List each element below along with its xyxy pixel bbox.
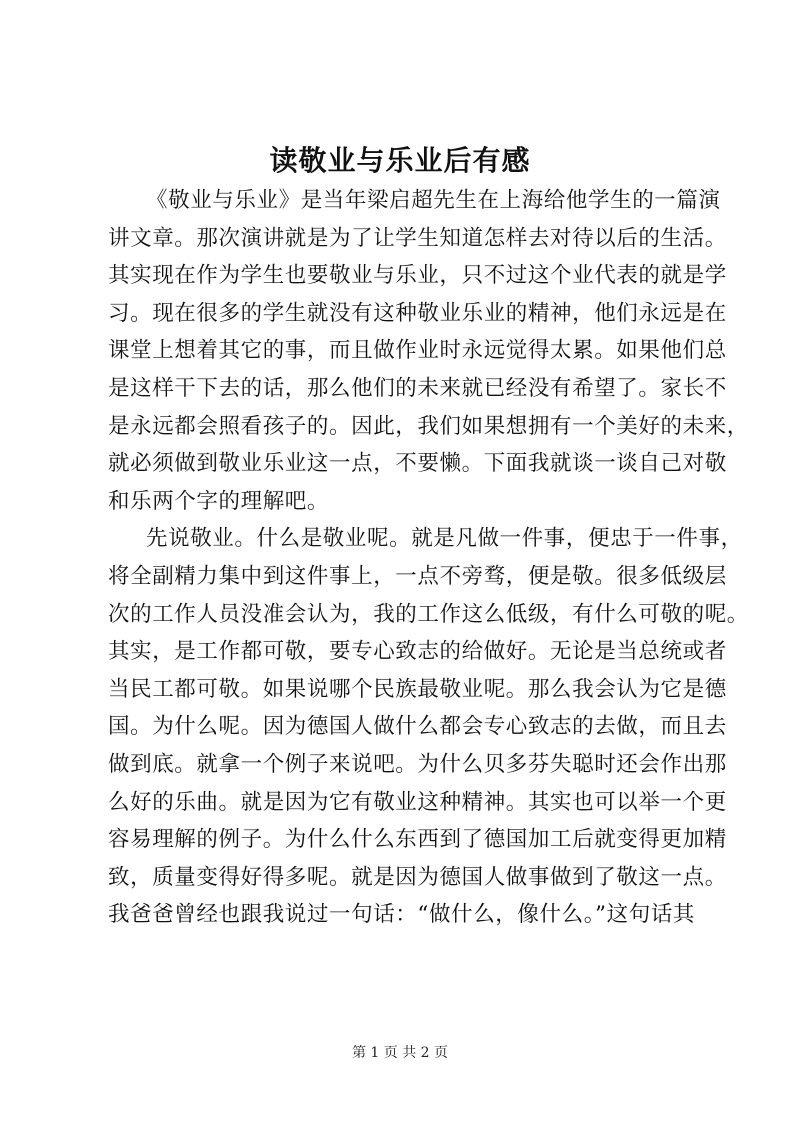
paragraph-1-line: 习。现在很多的学生就没有这种敬业乐业的精神，他们永远是在 [108, 300, 727, 326]
page-footer: 第 1 页 共 2 页 [351, 1045, 449, 1061]
paragraph-2-line: 将全副精力集中到这件事上，一点不旁骛，便是敬。很多低级层 [108, 563, 727, 589]
paragraph-1-line: 《敬业与乐业》是当年梁启超先生在上海给他学生的一篇演 [146, 188, 721, 213]
paragraph-2-line: 致，质量变得好得多呢。就是因为德国人做事做到了敬这一点。 [108, 864, 727, 890]
paragraph-2-line: 我爸爸曾经也跟我说过一句话：“做什么，像什么。”这句话其 [108, 902, 696, 928]
document-title: 读敬业与乐业后有感 [269, 144, 531, 177]
paragraph-2-line: 容易理解的例子。为什么什么东西到了德国加工后就变得更加精 [108, 827, 727, 853]
document-body [108, 182, 749, 934]
paragraph-1-line: 讲文章。那次演讲就是为了让学生知道怎样去对待以后的生活。 [108, 225, 727, 251]
paragraph-1-line: 其实现在作为学生也要敬业与乐业，只不过这个业代表的就是学 [108, 263, 727, 289]
paragraph-2-line: 做到底。就拿一个例子来说吧。为什么贝多芬失聪时还会作出那 [108, 751, 727, 777]
paragraph-2-line: 当民工都可敬。如果说哪个民族最敬业呢。那么我会认为它是德 [108, 676, 727, 702]
paragraph-2-line: 么好的乐曲。就是因为它有敬业这种精神。其实也可以举一个更 [108, 789, 727, 815]
paragraph-1-line: 就必须做到敬业乐业这一点，不要懒。下面我就谈一谈自己对敬 [108, 451, 727, 477]
paragraph-1-line: 是永远都会照看孩子的。因此，我们如果想拥有一个美好的未来， [108, 413, 749, 439]
paragraph-2-line: 次的工作人员没准会认为，我的工作这么低级，有什么可敬的呢。 [108, 601, 749, 627]
paragraph-1-line: 是这样干下去的话，那么他们的未来就已经没有希望了。家长不 [108, 375, 727, 401]
paragraph-1-line: 课堂上想着其它的事，而且做作业时永远觉得太累。如果他们总 [108, 338, 727, 364]
paragraph-1-line: 和乐两个字的理解吧。 [108, 488, 330, 514]
paragraph-2-line: 先说敬业。什么是敬业呢。就是凡做一件事，便忠于一件事， [146, 526, 743, 552]
paragraph-2-line: 国。为什么呢。因为德国人做什么都会专心致志的去做，而且去 [108, 714, 727, 740]
paragraph-2-line: 其实，是工作都可敬，要专心致志的给做好。无论是当总统或者 [108, 639, 727, 665]
